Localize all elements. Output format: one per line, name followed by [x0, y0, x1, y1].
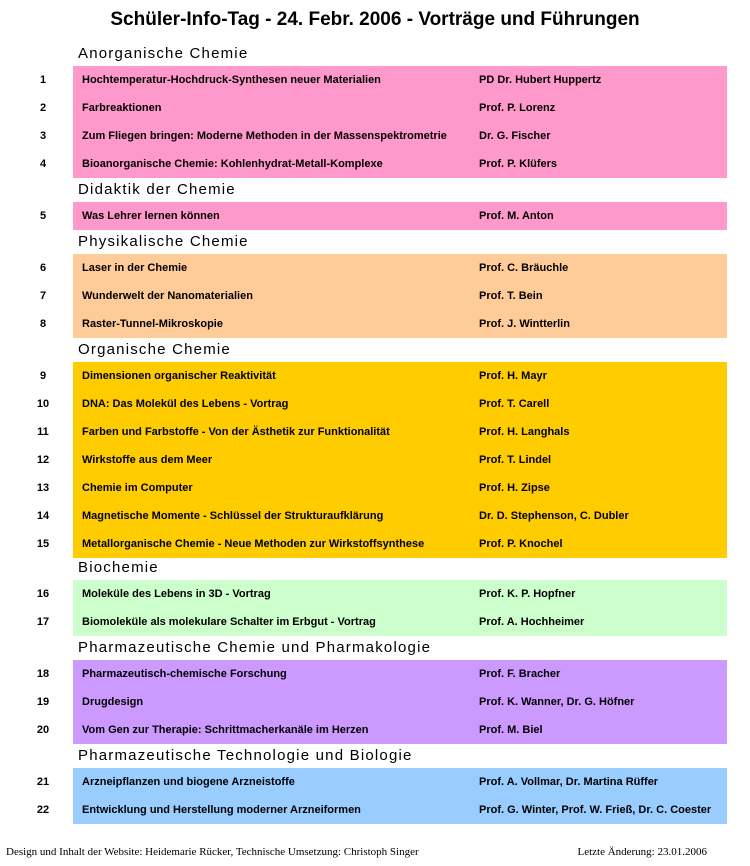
talk-title: Arzneipflanzen und biogene Arzneistoffe — [82, 776, 295, 788]
talk-title: Pharmazeutisch-chemische Forschung — [82, 668, 287, 680]
speaker-name: Prof. M. Anton — [479, 210, 554, 222]
program-row — [36, 608, 727, 636]
speaker-name: Dr. D. Stephenson, C. Dubler — [479, 510, 629, 522]
section-title: Anorganische Chemie — [78, 45, 249, 62]
program-row — [36, 688, 727, 716]
speaker-name: Prof. K. P. Hopfner — [479, 588, 576, 600]
talk-title: Wirkstoffe aus dem Meer — [82, 454, 213, 466]
row-number: 18 — [36, 668, 50, 680]
row-number: 6 — [39, 262, 47, 274]
section-title: Pharmazeutische Technologie und Biologie — [78, 747, 413, 764]
program-row — [36, 796, 727, 824]
speaker-name: Prof. J. Wintterlin — [479, 318, 570, 330]
section-block — [36, 660, 727, 744]
row-number: 21 — [36, 776, 50, 788]
talk-title: Vom Gen zur Therapie: Schrittmacherkanäle im Herzen — [82, 724, 369, 736]
section-block — [39, 66, 727, 178]
talk-title: Drugdesign — [82, 696, 144, 708]
section-block — [39, 254, 727, 338]
row-number: 11 — [37, 426, 49, 438]
section-title: Pharmazeutische Chemie und Pharmakologie — [78, 639, 432, 656]
talk-title: Biomoleküle als molekulare Schalter im Erbgut - Vortrag — [82, 616, 376, 628]
row-number: 12 — [36, 454, 50, 466]
row-number: 13 — [36, 482, 50, 494]
talk-title: Zum Fliegen bringen: Moderne Methoden in der Massenspektrometrie — [82, 130, 447, 142]
speaker-name: Dr. G. Fischer — [479, 130, 551, 142]
speaker-name: Prof. T. Lindel — [479, 454, 552, 466]
row-number: 8 — [39, 318, 47, 330]
row-number: 1 — [39, 74, 47, 86]
page-title: Schüler-Info-Tag - 24. Febr. 2006 - Vorträge und Führungen — [110, 9, 640, 30]
program-row — [36, 502, 727, 530]
program-row — [39, 282, 727, 310]
speaker-name: Prof. G. Winter, Prof. W. Frieß, Dr. C. Coester — [479, 804, 712, 816]
talk-title: Chemie im Computer — [82, 482, 193, 494]
talk-title: Magnetische Momente - Schlüssel der Strukturaufklärung — [82, 510, 384, 522]
row-number: 9 — [39, 370, 47, 382]
footer-last-updated: Letzte Änderung: 23.01.2006 — [577, 846, 707, 858]
talk-title: Entwicklung und Herstellung moderner Arzneiformen — [82, 804, 361, 816]
row-number: 22 — [36, 804, 50, 816]
section-title: Didaktik der Chemie — [78, 181, 236, 198]
program-row — [39, 362, 727, 390]
row-number: 2 — [39, 102, 47, 114]
speaker-name: PD Dr. Hubert Huppertz — [479, 74, 602, 86]
program-row — [36, 446, 727, 474]
section-title: Biochemie — [78, 559, 159, 576]
program-row — [39, 150, 727, 178]
section-block — [36, 362, 727, 558]
section-block — [39, 202, 727, 230]
talk-title: Wunderwelt der Nanomaterialien — [82, 290, 253, 302]
speaker-name: Prof. A. Hochheimer — [479, 616, 585, 628]
program-row — [36, 660, 727, 688]
speaker-name: Prof. P. Knochel — [479, 538, 563, 550]
section-block — [36, 768, 727, 824]
talk-title: Bioanorganische Chemie: Kohlenhydrat-Metall-Komplexe — [82, 158, 383, 170]
talk-title: Laser in der Chemie — [82, 262, 188, 274]
row-number: 16 — [36, 588, 50, 600]
speaker-name: Prof. T. Carell — [479, 398, 550, 410]
talk-title: Farben und Farbstoffe - Von der Ästhetik zur Funktionalität — [82, 426, 390, 438]
speaker-name: Prof. A. Vollmar, Dr. Martina Rüffer — [479, 776, 659, 788]
program-row — [36, 580, 727, 608]
program-row — [36, 474, 727, 502]
speaker-name: Prof. H. Zipse — [479, 482, 550, 494]
program-row — [39, 310, 727, 338]
speaker-name: Prof. M. Biel — [479, 724, 543, 736]
speaker-name: Prof. C. Bräuchle — [479, 262, 569, 274]
program-row — [36, 768, 727, 796]
talk-title: Hochtemperatur-Hochdruck-Synthesen neuer Materialien — [82, 74, 381, 86]
speaker-name: Prof. H. Mayr — [479, 370, 547, 382]
row-number: 19 — [36, 696, 50, 708]
row-number: 7 — [39, 290, 47, 302]
row-number: 3 — [39, 130, 47, 142]
program-row — [39, 202, 727, 230]
row-number: 5 — [39, 210, 47, 222]
program-row — [39, 66, 727, 94]
section-block — [36, 580, 727, 636]
section-title: Physikalische Chemie — [78, 233, 249, 250]
talk-title: Metallorganische Chemie - Neue Methoden zur Wirkstoffsynthese — [82, 538, 425, 550]
program-row — [39, 254, 727, 282]
talk-title: Was Lehrer lernen können — [82, 210, 220, 222]
program-row — [36, 390, 727, 418]
row-number: 17 — [36, 616, 50, 628]
footer-credits: Design und Inhalt der Website: Heidemarie Rücker, Technische Umsetzung: Christoph Singer — [6, 846, 419, 858]
speaker-name: Prof. F. Bracher — [479, 668, 561, 680]
row-number: 4 — [39, 158, 47, 170]
talk-title: Farbreaktionen — [82, 102, 162, 114]
program-row — [39, 122, 727, 150]
section-title: Organische Chemie — [78, 341, 231, 358]
talk-title: Dimensionen organischer Reaktivität — [82, 370, 276, 382]
row-number: 15 — [36, 538, 50, 550]
program-row — [36, 716, 727, 744]
talk-title: Moleküle des Lebens in 3D - Vortrag — [82, 588, 271, 600]
speaker-name: Prof. H. Langhals — [479, 426, 570, 438]
program-row — [36, 530, 727, 558]
row-number: 10 — [36, 398, 50, 410]
speaker-name: Prof. T. Bein — [479, 290, 543, 302]
row-number: 20 — [36, 724, 50, 736]
row-number: 14 — [36, 510, 50, 522]
talk-title: Raster-Tunnel-Mikroskopie — [82, 318, 223, 330]
talk-title: DNA: Das Molekül des Lebens - Vortrag — [82, 398, 289, 410]
program-row — [37, 418, 727, 446]
speaker-name: Prof. K. Wanner, Dr. G. Höfner — [479, 696, 635, 708]
speaker-name: Prof. P. Lorenz — [479, 102, 556, 114]
speaker-name: Prof. P. Klüfers — [479, 158, 558, 170]
program-row — [39, 94, 727, 122]
